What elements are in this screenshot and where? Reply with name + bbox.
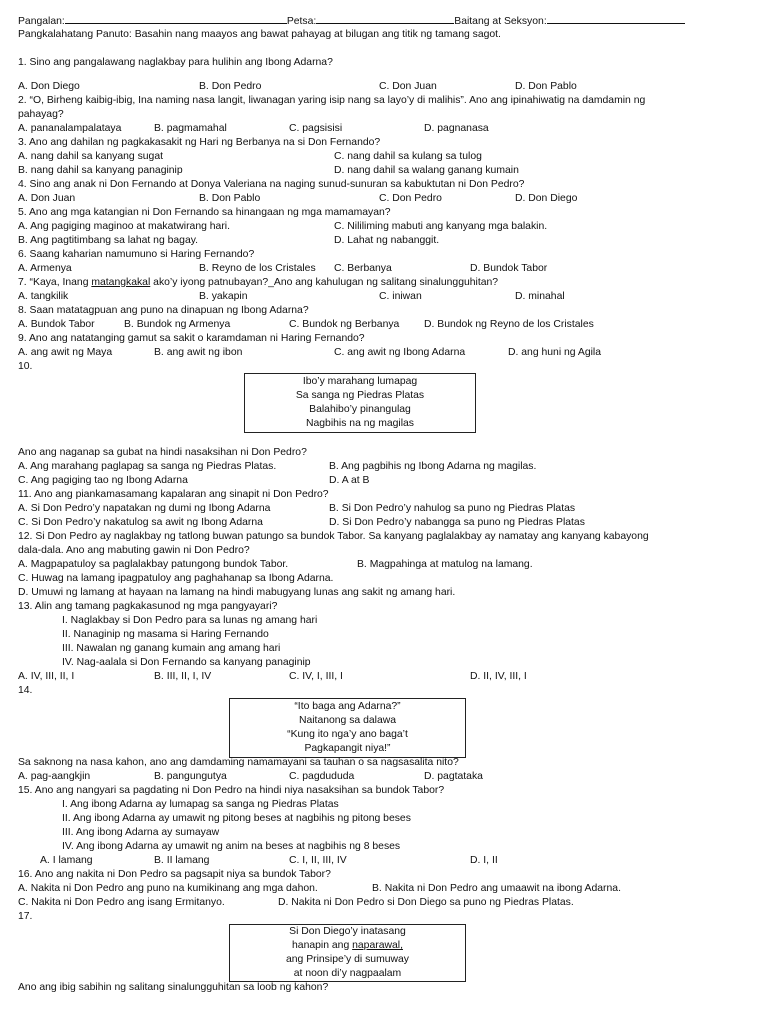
q12-option-d[interactable]: D. Umuwi ng lamang at hayaan na lamang na hindi mabugyang lunas ang sakit ng amang hari. (18, 587, 456, 598)
q15-option-c[interactable]: C. I, II, III, IV (289, 855, 347, 866)
q10-option-b[interactable]: B. Ang pagbihis ng Ibong Adarna ng magilas. (329, 461, 537, 472)
q10-option-d[interactable]: D. A at B (329, 475, 370, 486)
q9-option-a[interactable]: A. ang awit ng Maya (18, 347, 113, 358)
question-6: 6. Saang kaharian namumuno si Haring Fernando? (18, 249, 255, 260)
q17-underlined-word: naparawal, (352, 940, 403, 952)
q17-stanza-text: hanapin ang (292, 940, 353, 952)
q5-option-c[interactable]: C. Nililiming mabuti ang kanyang mga balakin. (334, 221, 548, 232)
q3-option-c[interactable]: C. nang dahil sa kulang sa tulog (334, 151, 482, 162)
q15-event-item: IV. Ang ibong Adarna ay umawit ng anim na beses at nagbihis ng 8 beses (62, 841, 401, 852)
question-1: 1. Sino ang pangalawang naglakbay para hulihin ang Ibong Adarna? (18, 57, 333, 68)
question-10: Ano ang naganap sa gubat na hindi nasaksihan ni Don Pedro? (18, 447, 307, 458)
q6-option-c[interactable]: C. Berbanya (334, 263, 392, 274)
instructions: Pangkalahatang Panuto: Basahin nang maayos ang bawat pahayag at bilugan ang titik ng tamang sagot. (18, 29, 501, 40)
q14-option-c[interactable]: C. pagdududa (289, 771, 355, 782)
q12-option-a[interactable]: A. Magpapatuloy sa paglalakbay patungong bundok Tabor. (18, 559, 289, 570)
q10-stanza-box (244, 373, 476, 433)
q13-event-item: III. Nawalan ng ganang kumain ang amang hari (62, 643, 281, 654)
q2-option-b[interactable]: B. pagmamahal (154, 123, 227, 134)
question-5: 5. Ano ang mga katangian ni Don Fernando sa hinangaan ng mga mamamayan? (18, 207, 391, 218)
q3-option-d[interactable]: D. nang dahil sa walang ganang kumain (334, 165, 519, 176)
question-2: 2. “O, Birheng kaibig-ibig, Ina naming nasa langit, liwanagan yaring isip nang sa layo’y di malihis”. Ano ang ipinahiwatig na damdamin ng (18, 95, 646, 106)
q8-option-a[interactable]: A. Bundok Tabor (18, 319, 95, 330)
question-14: Sa saknong na nasa kahon, ano ang damdaming namamayani sa tauhan o sa nagsasalita nito? (18, 757, 459, 768)
question-9: 9. Ano ang natatanging gamut sa sakit o karamdaman ni Haring Fernando? (18, 333, 365, 344)
q4-option-b[interactable]: B. Don Pablo (199, 193, 261, 204)
section-blank[interactable] (547, 14, 685, 24)
header-fields (18, 14, 685, 29)
q4-option-a[interactable]: A. Don Juan (18, 193, 76, 204)
q13-option-c[interactable]: C. IV, I, III, I (289, 671, 343, 682)
q7-underlined-word: matangkakal (91, 277, 151, 288)
q16-option-a[interactable]: A. Nakita ni Don Pedro ang puno na kumikinang ang mga dahon. (18, 883, 318, 894)
question-2-cont: pahayag? (18, 109, 64, 120)
q15-option-a[interactable]: A. I lamang (40, 855, 93, 866)
q14-stanza-line: Naitanong sa dalawa (298, 715, 397, 727)
q14-option-d[interactable]: D. pagtataka (424, 771, 483, 782)
q5-option-d[interactable]: D. Lahat ng nabanggit. (334, 235, 440, 246)
q14-stanza-box (229, 698, 466, 758)
q1-option-b[interactable]: B. Don Pedro (199, 81, 262, 92)
q2-option-a[interactable]: A. pananalampalataya (18, 123, 122, 134)
q16-option-b[interactable]: B. Nakita ni Don Pedro ang umaawit na ibong Adarna. (372, 883, 621, 894)
q7-text-pre: 7. “Kaya, Inang (18, 277, 92, 288)
q8-option-d[interactable]: D. Bundok ng Reyno de los Cristales (424, 319, 594, 330)
section-label: Baitang at Seksyon: (454, 16, 547, 27)
q7-option-a[interactable]: A. tangkilik (18, 291, 69, 302)
q15-event-item: III. Ang ibong Adarna ay sumayaw (62, 827, 220, 838)
q13-option-a[interactable]: A. IV, III, II, I (18, 671, 75, 682)
question-13: 13. Alin ang tamang pagkakasunod ng mga pangyayari? (18, 601, 278, 612)
q11-option-a[interactable]: A. Si Don Pedro’y napatakan ng dumi ng Ibong Adarna (18, 503, 271, 514)
q17-stanza-line: ang Prinsipe’y di sumuway (285, 954, 409, 965)
q16-option-c[interactable]: C. Nakita ni Don Pedro ang isang Ermitanyo. (18, 897, 225, 908)
name-blank[interactable] (65, 14, 287, 24)
q3-option-a[interactable]: A. nang dahil sa kanyang sugat (18, 151, 163, 162)
q10-stanza-line: Ibo’y marahang lumapag (302, 376, 418, 388)
question-16: 16. Ano ang nakita ni Don Pedro sa pagsapit niya sa bundok Tabor? (18, 869, 331, 880)
q17-stanza-line: Si Don Diego’y inatasang (289, 926, 406, 938)
question-10-number: 10. (18, 361, 33, 372)
q15-event-item: II. Ang ibong Adarna ay umawit ng pitong beses at nagbihis ng pitong beses (62, 813, 411, 824)
question-17-number: 17. (18, 911, 33, 922)
q7-option-d[interactable]: D. minahal (515, 291, 565, 302)
q7-option-b[interactable]: B. yakapin (199, 291, 248, 302)
q7-text-post: ako’y iyong patnubayan?_Ano ang kahulugan ng salitang sinalungguhitan? (150, 277, 499, 288)
q15-event-item: I. Ang ibong Adarna ay lumapag sa sanga ng Piedras Platas (62, 799, 339, 810)
q1-option-c[interactable]: C. Don Juan (379, 81, 437, 92)
q17-stanza-box (229, 924, 466, 982)
q10-option-a[interactable]: A. Ang marahang paglapag sa sanga ng Piedras Platas. (18, 461, 277, 472)
q10-stanza-line: Sa sanga ng Piedras Platas (295, 390, 425, 402)
q13-option-b[interactable]: B. III, II, I, IV (154, 671, 212, 682)
q14-option-b[interactable]: B. pangungutya (154, 771, 227, 782)
q13-event-item: I. Naglakbay si Don Pedro para sa lunas ng amang hari (62, 615, 318, 626)
question-8: 8. Saan matatagpuan ang puno na dinapuan ng Ibong Adarna? (18, 305, 309, 316)
q2-option-d[interactable]: D. pagnanasa (424, 123, 489, 134)
question-4: 4. Sino ang anak ni Don Fernando at Donya Valeriana na naging sunud-sunuran sa kabuktutan ni Don Pedro? (18, 179, 525, 190)
q6-option-a[interactable]: A. Armenya (18, 263, 72, 274)
q1-option-d[interactable]: D. Don Pablo (515, 81, 577, 92)
q12-option-b[interactable]: B. Magpahinga at matulog na lamang. (357, 559, 533, 570)
q4-option-d[interactable]: D. Don Diego (515, 193, 578, 204)
q14-stanza-line: “Kung ito nga’y ano baga’t (287, 729, 408, 740)
q10-option-c[interactable]: C. Ang pagiging tao ng Ibong Adarna (18, 475, 188, 486)
q5-option-a[interactable]: A. Ang pagiging maginoo at makatwirang hari. (18, 221, 230, 232)
q2-option-c[interactable]: C. pagsisisi (289, 123, 343, 134)
question-17: Ano ang ibig sabihin ng salitang sinalungguhitan sa loob ng kahon? (18, 982, 329, 993)
q17-stanza-line (230, 939, 465, 953)
q4-option-c[interactable]: C. Don Pedro (379, 193, 442, 204)
question-12-cont: dala-dala. Ano ang mabuting gawin ni Don Pedro? (18, 545, 250, 556)
q11-option-d[interactable]: D. Si Don Pedro’y nabangga sa puno ng Piedras Platas (329, 517, 585, 528)
question-11: 11. Ano ang piankamasamang kapalaran ang sinapit ni Don Pedro? (18, 489, 329, 500)
q6-option-d[interactable]: D. Bundok Tabor (470, 263, 548, 274)
date-blank[interactable] (316, 14, 454, 24)
q11-option-b[interactable]: B. Si Don Pedro’y nahulog sa puno ng Piedras Platas (329, 503, 576, 514)
q8-option-b[interactable]: B. Bundok ng Armenya (124, 319, 231, 330)
q15-option-b[interactable]: B. II lamang (154, 855, 210, 866)
q13-event-item: II. Nanaginip ng masama si Haring Fernando (62, 629, 269, 640)
q13-event-item: IV. Nag-aalala si Don Fernando sa kanyang panaginip (62, 657, 311, 668)
q3-option-b[interactable]: B. nang dahil sa kanyang panaginip (18, 165, 183, 176)
q15-option-d[interactable]: D. I, II (470, 855, 498, 866)
q9-option-d[interactable]: D. ang huni ng Agila (508, 347, 602, 358)
q13-option-d[interactable]: D. II, IV, III, I (470, 671, 527, 682)
q14-stanza-line: Pagkapangit niya!” (304, 742, 391, 754)
q7-option-c[interactable]: C. iniwan (379, 291, 422, 302)
q1-option-a[interactable]: A. Don Diego (18, 81, 80, 92)
date-label: Petsa: (286, 16, 317, 27)
name-label: Pangalan: (18, 16, 65, 27)
q8-option-c[interactable]: C. Bundok ng Berbanya (289, 319, 400, 330)
q10-stanza-line: Balahibo’y pinangulag (309, 404, 411, 415)
q5-option-b[interactable]: B. Ang pagtitimbang sa lahat ng bagay. (18, 235, 199, 246)
q17-stanza-line: at noon di’y nagpaalam (293, 967, 402, 979)
question-14-number: 14. (18, 685, 33, 696)
question-15: 15. Ano ang nangyari sa pagdating ni Don Pedro na hindi niya nasaksihan sa bundok Tabor? (18, 785, 445, 796)
q9-option-c[interactable]: C. ang awit ng Ibong Adarna (334, 347, 466, 358)
q14-option-a[interactable]: A. pag-aangkjin (18, 771, 91, 782)
question-3: 3. Ano ang dahilan ng pagkakasakit ng Hari ng Berbanya na si Don Fernando? (18, 137, 381, 148)
q10-stanza-line: Nagbihis na ng magilas (305, 417, 414, 429)
q6-option-b[interactable]: B. Reyno de los Cristales (199, 263, 316, 274)
question-12: 12. Si Don Pedro ay naglakbay ng tatlong buwan patungo sa bundok Tabor. Sa kanyang paglalakbay ay namatay ang kanyang kabayong (18, 531, 649, 542)
q9-option-b[interactable]: B. ang awit ng ibon (154, 347, 243, 358)
q12-option-c[interactable]: C. Huwag na lamang ipagpatuloy ang paghahanap sa Ibong Adarna. (18, 573, 334, 584)
question-7 (18, 276, 498, 290)
q14-stanza-line: “Ito baga ang Adarna?” (294, 701, 401, 713)
q11-option-c[interactable]: C. Si Don Pedro’y nakatulog sa awit ng Ibong Adarna (18, 517, 263, 528)
q16-option-d[interactable]: D. Nakita ni Don Pedro si Don Diego sa puno ng Piedras Platas. (278, 897, 574, 908)
